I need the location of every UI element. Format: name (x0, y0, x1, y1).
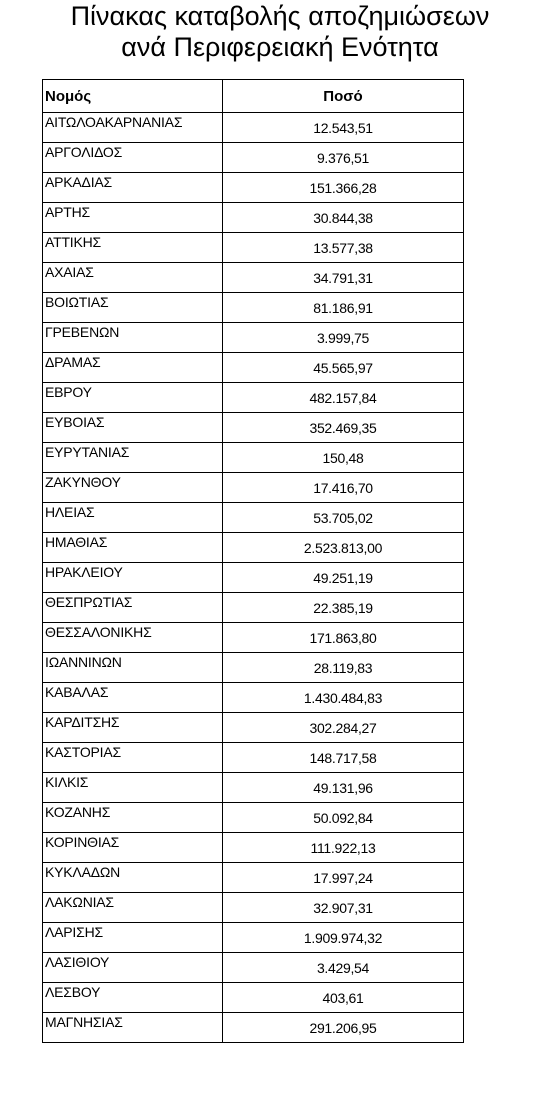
prefecture-name-cell: ΑΙΤΩΛΟΑΚΑΡΝΑΝΙΑΣ (43, 113, 223, 143)
table-row (43, 923, 464, 953)
table-row (43, 323, 464, 353)
amount-cell: 17.416,70 (223, 473, 464, 503)
title-line-2: ανά Περιφερειακή Ενότητα (121, 32, 439, 62)
amount-cell: 482.157,84 (223, 383, 464, 413)
table-row (43, 203, 464, 233)
prefecture-name-cell: ΖΑΚΥΝΘΟΥ (43, 473, 223, 503)
table-row (43, 503, 464, 533)
amount-cell: 1.909.974,32 (223, 923, 464, 953)
table-row (43, 593, 464, 623)
table-row (43, 653, 464, 683)
title-line-1: Πίνακας καταβολής αποζημιώσεων (70, 1, 490, 31)
prefecture-name-cell: ΘΕΣΠΡΩΤΙΑΣ (43, 593, 223, 623)
prefecture-name-cell: ΑΡΚΑΔΙΑΣ (43, 173, 223, 203)
prefecture-name-cell: ΘΕΣΣΑΛΟΝΙΚΗΣ (43, 623, 223, 653)
page-title (0, 0, 560, 63)
prefecture-name-cell: ΑΡΓΟΛΙΔΟΣ (43, 143, 223, 173)
prefecture-name-cell: ΔΡΑΜΑΣ (43, 353, 223, 383)
column-header-prefecture: Νομός (43, 80, 223, 113)
amount-cell: 3.999,75 (223, 323, 464, 353)
amount-cell: 45.565,97 (223, 353, 464, 383)
table-row (43, 983, 464, 1013)
prefecture-name-cell: ΚΟΡΙΝΘΙΑΣ (43, 833, 223, 863)
table-row (43, 713, 464, 743)
amount-cell: 148.717,58 (223, 743, 464, 773)
table-row (43, 473, 464, 503)
amount-cell: 2.523.813,00 (223, 533, 464, 563)
amount-cell: 32.907,31 (223, 893, 464, 923)
amount-cell: 1.430.484,83 (223, 683, 464, 713)
amount-cell: 34.791,31 (223, 263, 464, 293)
amount-cell: 171.863,80 (223, 623, 464, 653)
amount-cell: 291.206,95 (223, 1013, 464, 1043)
amount-cell: 111.922,13 (223, 833, 464, 863)
table-row (43, 683, 464, 713)
prefecture-name-cell: ΕΥΒΟΙΑΣ (43, 413, 223, 443)
prefecture-name-cell: ΕΒΡΟΥ (43, 383, 223, 413)
prefecture-name-cell: ΛΑΡΙΣΗΣ (43, 923, 223, 953)
amount-cell: 403,61 (223, 983, 464, 1013)
prefecture-name-cell: ΗΜΑΘΙΑΣ (43, 533, 223, 563)
column-header-amount: Ποσό (223, 80, 464, 113)
amount-cell: 302.284,27 (223, 713, 464, 743)
amount-cell: 12.543,51 (223, 113, 464, 143)
table-row (43, 443, 464, 473)
amount-cell: 30.844,38 (223, 203, 464, 233)
table-row (43, 113, 464, 143)
amount-cell: 13.577,38 (223, 233, 464, 263)
prefecture-name-cell: ΚΥΚΛΑΔΩΝ (43, 863, 223, 893)
table-row (43, 623, 464, 653)
prefecture-name-cell: ΜΑΓΝΗΣΙΑΣ (43, 1013, 223, 1043)
amount-cell: 50.092,84 (223, 803, 464, 833)
table-row (43, 743, 464, 773)
table-row (43, 893, 464, 923)
prefecture-name-cell: ΚΑΒΑΛΑΣ (43, 683, 223, 713)
amount-cell: 352.469,35 (223, 413, 464, 443)
amount-cell: 17.997,24 (223, 863, 464, 893)
prefecture-name-cell: ΛΑΚΩΝΙΑΣ (43, 893, 223, 923)
table-row (43, 533, 464, 563)
table-row (43, 1013, 464, 1043)
prefecture-name-cell: ΚΙΛΚΙΣ (43, 773, 223, 803)
table-row (43, 563, 464, 593)
prefecture-name-cell: ΕΥΡΥΤΑΝΙΑΣ (43, 443, 223, 473)
table-row (43, 263, 464, 293)
table-row (43, 293, 464, 323)
table-row (43, 773, 464, 803)
prefecture-name-cell: ΑΡΤΗΣ (43, 203, 223, 233)
amount-cell: 49.251,19 (223, 563, 464, 593)
table-row (43, 173, 464, 203)
table-row (43, 413, 464, 443)
compensation-table (42, 79, 464, 1043)
prefecture-name-cell: ΙΩΑΝΝΙΝΩΝ (43, 653, 223, 683)
prefecture-name-cell: ΛΕΣΒΟΥ (43, 983, 223, 1013)
prefecture-name-cell: ΚΟΖΑΝΗΣ (43, 803, 223, 833)
prefecture-name-cell: ΗΡΑΚΛΕΙΟΥ (43, 563, 223, 593)
table-body (43, 113, 464, 1043)
table-row (43, 803, 464, 833)
table-row (43, 233, 464, 263)
amount-cell: 9.376,51 (223, 143, 464, 173)
prefecture-name-cell: ΚΑΡΔΙΤΣΗΣ (43, 713, 223, 743)
amount-cell: 151.366,28 (223, 173, 464, 203)
table-header-row (43, 80, 464, 113)
prefecture-name-cell: ΓΡΕΒΕΝΩΝ (43, 323, 223, 353)
prefecture-name-cell: ΗΛΕΙΑΣ (43, 503, 223, 533)
table-row (43, 863, 464, 893)
amount-cell: 81.186,91 (223, 293, 464, 323)
amount-cell: 22.385,19 (223, 593, 464, 623)
table-row (43, 383, 464, 413)
amount-cell: 3.429,54 (223, 953, 464, 983)
table-row (43, 953, 464, 983)
prefecture-name-cell: ΛΑΣΙΘΙΟΥ (43, 953, 223, 983)
prefecture-name-cell: ΑΧΑΙΑΣ (43, 263, 223, 293)
table-row (43, 353, 464, 383)
amount-cell: 150,48 (223, 443, 464, 473)
table-row (43, 833, 464, 863)
amount-cell: 53.705,02 (223, 503, 464, 533)
prefecture-name-cell: ΑΤΤΙΚΗΣ (43, 233, 223, 263)
prefecture-name-cell: ΚΑΣΤΟΡΙΑΣ (43, 743, 223, 773)
prefecture-name-cell: ΒΟΙΩΤΙΑΣ (43, 293, 223, 323)
amount-cell: 28.119,83 (223, 653, 464, 683)
amount-cell: 49.131,96 (223, 773, 464, 803)
table-row (43, 143, 464, 173)
